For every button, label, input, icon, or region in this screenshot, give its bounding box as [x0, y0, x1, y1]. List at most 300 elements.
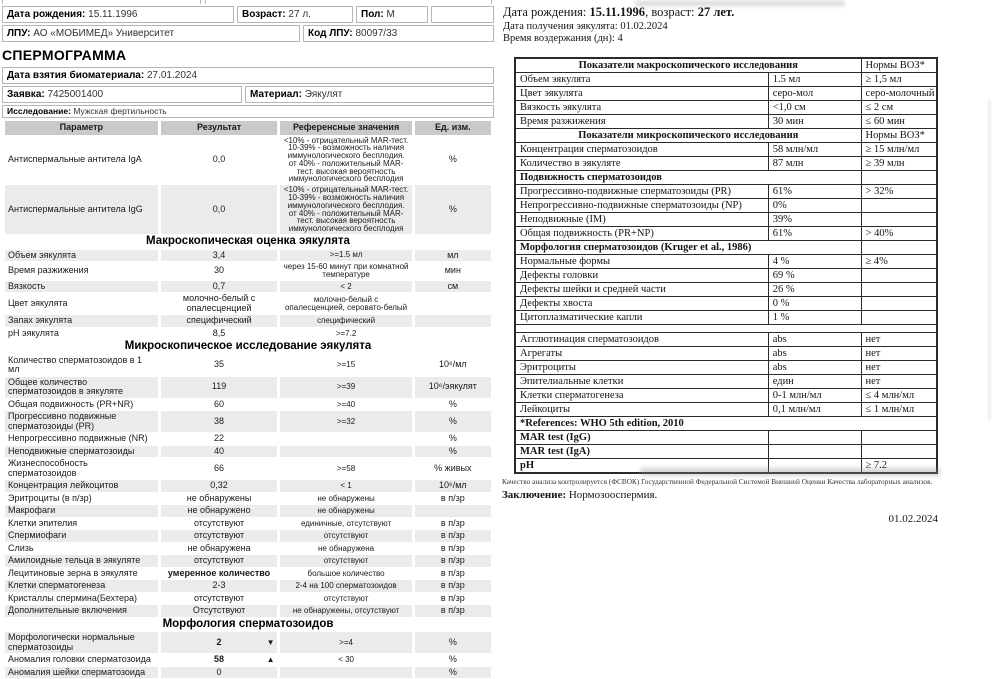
norm-cell [861, 199, 937, 213]
norm-cell: ≤ 2 см [861, 101, 937, 115]
column-header-reference: Референсные значения [280, 121, 411, 135]
study-row [2, 105, 494, 118]
reference-cell: >=15 [280, 355, 411, 376]
table-row [515, 185, 937, 199]
norm-cell: ≥ 15 млн/мл [861, 143, 937, 157]
norm-cell: ≥ 4% [861, 255, 937, 269]
sex-box [356, 6, 428, 23]
abstinence-line: Время воздержания (дн): 4 [503, 33, 623, 44]
result-cell [161, 458, 278, 479]
value-cell: 0 % [768, 297, 861, 311]
table-row [515, 199, 937, 213]
received-date-line: Дата получения эякулята: 01.02.2024 [503, 21, 668, 32]
right-birth-value: 15.11.1996 [589, 5, 646, 19]
param-cell: Прогрессивно-подвижные сперматозоиды (PR) [515, 185, 768, 199]
value-cell: 4 % [768, 255, 861, 269]
right-birth-line [503, 5, 1000, 20]
param-cell: Клетки сперматогенеза [515, 389, 768, 403]
unit-cell [415, 505, 491, 517]
result-value: не обнаружено [187, 505, 251, 516]
value-cell: abs [768, 333, 861, 347]
result-value: 40 [214, 445, 225, 456]
param-cell: Макрофаги [5, 505, 158, 517]
reference-cell: специфический [280, 315, 411, 327]
unit-cell: в п/зр [415, 493, 491, 505]
table-row [5, 505, 491, 517]
scan-edge-artifact [988, 100, 991, 420]
column-header-unit: Ед. изм. [415, 121, 491, 135]
table-row [515, 389, 937, 403]
request-box [2, 86, 242, 103]
table-row [515, 325, 937, 333]
table-row [515, 417, 937, 431]
param-cell: Аномалия головки сперматозоида [5, 654, 158, 666]
param-cell: Кристаллы спермина(Бехтера) [5, 593, 158, 605]
value-cell: 1 % [768, 311, 861, 325]
param-cell: Эпителиальные клетки [515, 375, 768, 389]
table-row [5, 355, 491, 376]
value-cell: abs [768, 361, 861, 375]
result-cell [161, 377, 278, 398]
param-cell: Нормальные формы [515, 255, 768, 269]
result-value: не обнаружены [186, 492, 252, 503]
norm-cell: нет [861, 333, 937, 347]
result-value: 66 [214, 462, 225, 473]
reference-cell [280, 446, 411, 458]
norm-cell [861, 431, 937, 445]
norm-header-cell: Нормы ВОЗ* [861, 58, 937, 73]
table-row [515, 375, 937, 389]
result-value: 2 [216, 636, 222, 647]
norm-header-cell: Нормы ВОЗ* [861, 129, 937, 143]
param-cell: pH эякулята [5, 328, 158, 340]
result-cell [161, 530, 278, 542]
cropped-top-row [2, 0, 494, 4]
table-row [5, 185, 491, 234]
param-cell: Слизь [5, 543, 158, 555]
param-cell: Общее количество сперматозоидов в эякуляте [5, 377, 158, 398]
age-label: Возраст: [242, 9, 286, 20]
norm-cell: ≤ 4 млн/мл [861, 389, 937, 403]
unit-cell: % [415, 446, 491, 458]
value-cell: abs [768, 347, 861, 361]
result-cell [161, 505, 278, 517]
norm-cell [861, 241, 937, 255]
reference-cell: отсутствуют [280, 530, 411, 542]
request-row [2, 86, 494, 103]
reference-cell: >=1.5 мл [280, 250, 411, 262]
norm-cell: серо-молочный [861, 87, 937, 101]
who-results-table [514, 57, 938, 474]
param-cell: Непрогрессивно-подвижные сперматозоиды (NP) [515, 199, 768, 213]
result-value: отсутствуют [193, 517, 245, 528]
param-cell: MAR test (IgA) [515, 445, 768, 459]
reference-cell: 2-4 на 100 сперматозоидов [280, 580, 411, 592]
redacted-letterhead [635, 1, 845, 6]
section-cell: Морфология сперматозоидов (Kruger et al., 1986) [515, 241, 861, 255]
result-cell [161, 654, 278, 666]
table-row [515, 129, 937, 143]
param-cell: Антиспермальные антитела IgA [5, 136, 158, 185]
table-row [5, 493, 491, 505]
result-value: 119 [211, 381, 227, 392]
param-cell: Концентрация сперматозоидов [515, 143, 768, 157]
reference-cell: <10% - отрицательный MAR-тест. 10-39% - возможность наличия иммунологического бесплодия. от 40% - положительный MAR-тест. высокая вероятность иммунологического бесплодия [280, 185, 411, 234]
unit-cell: в п/зр [415, 568, 491, 580]
table-row [515, 213, 937, 227]
reference-cell [280, 667, 411, 679]
norm-cell: ≥ 1,5 мл [861, 73, 937, 87]
value-cell: 0% [768, 199, 861, 213]
lpu-code-label: Код ЛПУ: [308, 28, 353, 39]
reference-cell: через 15-60 минут при комнатной температуре [280, 262, 411, 280]
result-cell [161, 493, 278, 505]
norm-cell [861, 311, 937, 325]
param-cell: Агглютинация сперматозоидов [515, 333, 768, 347]
value-cell [768, 431, 861, 445]
reference-cell: не обнаружена [280, 543, 411, 555]
result-value: Отсутствуют [192, 605, 246, 616]
param-cell: Клетки эпителия [5, 518, 158, 530]
result-cell [161, 543, 278, 555]
param-cell: Клетки сперматогенеза [5, 580, 158, 592]
age-value: 27 л. [288, 9, 311, 20]
biomaterial-row [2, 67, 494, 84]
reference-cell: >=32 [280, 411, 411, 432]
param-cell: pH [515, 459, 768, 474]
table-row [515, 227, 937, 241]
report-date: 01.02.2024 [888, 513, 938, 525]
table-row [5, 262, 491, 280]
table-row [5, 518, 491, 530]
reference-cell: >=39 [280, 377, 411, 398]
column-header-result: Результат [161, 121, 278, 135]
value-cell: 69 % [768, 269, 861, 283]
unit-cell: % [415, 632, 491, 653]
reference-cell: >=40 [280, 399, 411, 411]
section-header-row [5, 235, 491, 249]
param-cell: Неподвижные сперматозоиды [5, 446, 158, 458]
value-cell: 26 % [768, 283, 861, 297]
param-cell: Жизнеспособность сперматозоидов [5, 458, 158, 479]
table-row [5, 281, 491, 293]
param-cell: Дополнительные включения [5, 605, 158, 617]
unit-cell: % [415, 433, 491, 445]
table-row [5, 605, 491, 617]
result-value: 58 [214, 654, 225, 665]
param-cell: Агрегаты [515, 347, 768, 361]
reference-cell: единичные, отсутствуют [280, 518, 411, 530]
section-title: Микроскопическое исследование эякулята [5, 340, 491, 354]
param-cell: Неподвижные (IM) [515, 213, 768, 227]
value-cell: 1.5 мл [768, 73, 861, 87]
unit-cell: 10⁶/мл [415, 355, 491, 376]
biomaterial-box [2, 67, 494, 84]
birth-date-value: 15.11.1996 [88, 9, 138, 20]
below-norm-icon: ▼ [266, 637, 275, 647]
result-value: 22 [214, 433, 225, 444]
param-cell: Эритроциты (в п/зр) [5, 493, 158, 505]
result-value: 0,0 [212, 154, 226, 165]
table-row [5, 136, 491, 185]
table-row [5, 328, 491, 340]
norm-cell: ≤ 60 мин [861, 115, 937, 129]
result-cell [161, 250, 278, 262]
unit-cell: % [415, 654, 491, 666]
norm-cell: > 40% [861, 227, 937, 241]
unit-cell: в п/зр [415, 555, 491, 567]
lpu-value: АО «МОБИМЕД» Университет [33, 28, 175, 39]
param-cell: Количество в эякуляте [515, 157, 768, 171]
table-row [5, 458, 491, 479]
param-cell: Объем эякулята [515, 73, 768, 87]
result-cell [161, 185, 278, 234]
table-row [5, 315, 491, 327]
right-age-label: , возраст: [645, 5, 695, 19]
norm-cell: нет [861, 361, 937, 375]
unit-cell: % [415, 667, 491, 679]
unit-cell [415, 293, 491, 314]
unit-cell: 10⁶/эякулят [415, 377, 491, 398]
sex-label: Пол: [361, 9, 384, 20]
param-cell: Антиспермальные антитела IgG [5, 185, 158, 234]
result-cell [161, 355, 278, 376]
table-row [515, 115, 937, 129]
section-header-row [5, 618, 491, 632]
conclusion-value: Нормозооспермия. [568, 489, 658, 501]
unit-cell: в п/зр [415, 580, 491, 592]
unit-cell: в п/зр [415, 543, 491, 555]
table-row [515, 58, 937, 73]
result-value: 2-3 [212, 580, 226, 591]
table-row [515, 171, 937, 185]
norm-cell: > 32% [861, 185, 937, 199]
result-cell [161, 667, 278, 679]
result-cell [161, 281, 278, 293]
param-cell: Концентрация лейкоцитов [5, 480, 158, 492]
table-row [5, 399, 491, 411]
result-cell [161, 568, 278, 580]
param-cell: Количество сперматозоидов в 1 мл [5, 355, 158, 376]
right-table-body [515, 58, 937, 473]
reference-cell: не обнаружены, отсутствуют [280, 605, 411, 617]
result-value: специфический [186, 315, 252, 326]
conclusion-line [502, 489, 1000, 501]
result-value: не обнаружена [187, 542, 251, 553]
result-cell [161, 605, 278, 617]
param-cell: Дефекты головки [515, 269, 768, 283]
table-row [515, 283, 937, 297]
table-row [5, 250, 491, 262]
lpu-code-value: 80097/33 [355, 28, 398, 39]
reference-cell: < 30 [280, 654, 411, 666]
lpu-label: ЛПУ: [7, 28, 31, 39]
table-row [515, 73, 937, 87]
result-value: 60 [214, 398, 225, 409]
param-cell: Вязкость эякулята [515, 101, 768, 115]
table-row [5, 555, 491, 567]
section-cell: Подвижность сперматозоидов [515, 171, 861, 185]
table-row [5, 593, 491, 605]
reference-cell: >=58 [280, 458, 411, 479]
table-row [515, 445, 937, 459]
value-cell: 30 мин [768, 115, 861, 129]
value-cell: 39% [768, 213, 861, 227]
table-row [5, 543, 491, 555]
unit-cell: мл [415, 250, 491, 262]
table-row [515, 241, 937, 255]
result-value: 30 [214, 265, 225, 276]
table-row [5, 433, 491, 445]
table-row [515, 333, 937, 347]
spermogram-report-right [500, 0, 1000, 525]
param-cell: Цвет эякулята [515, 87, 768, 101]
result-cell [161, 262, 278, 280]
spacer-cell [515, 325, 937, 333]
section-title: Макроскопическая оценка эякулята [5, 235, 491, 249]
unit-cell: % [415, 411, 491, 432]
group-header-cell: Показатели микроскопического исследования [515, 129, 861, 143]
param-cell: Лейкоциты [515, 403, 768, 417]
spermogram-report-left [2, 0, 494, 679]
norm-cell: ≥ 39 млн [861, 157, 937, 171]
empty-box [431, 6, 494, 23]
unit-cell: 10⁶/мл [415, 480, 491, 492]
unit-cell [415, 328, 491, 340]
param-cell: Запах эякулята [5, 315, 158, 327]
norm-cell [861, 171, 937, 185]
param-cell: Дефекты хвоста [515, 297, 768, 311]
result-cell [161, 480, 278, 492]
norm-cell [861, 213, 937, 227]
value-cell: 58 млн/мл [768, 143, 861, 157]
result-value: молочно-белый с опалесценцией [182, 293, 256, 313]
reference-cell: отсутствуют [280, 555, 411, 567]
value-cell: <1,0 см [768, 101, 861, 115]
material-value: Эякулят [304, 89, 343, 100]
param-cell: Морфологически нормальные сперматозоиды [5, 632, 158, 653]
result-cell [161, 580, 278, 592]
section-title: Морфология сперматозоидов [5, 618, 491, 632]
norm-cell: нет [861, 347, 937, 361]
param-cell: Цвет эякулята [5, 293, 158, 314]
param-cell: Дефекты шейки и средней части [515, 283, 768, 297]
param-cell: Время разжижения [515, 115, 768, 129]
norm-cell [861, 269, 937, 283]
facility-info-row [2, 25, 494, 42]
lpu-code-box [303, 25, 494, 42]
reference-cell: >=7.2 [280, 328, 411, 340]
above-norm-icon: ▲ [266, 655, 275, 665]
table-row [515, 143, 937, 157]
signature-blur [640, 468, 940, 476]
table-row [5, 632, 491, 653]
result-value: 0,0 [212, 203, 226, 214]
table-row [515, 157, 937, 171]
unit-cell: в п/зр [415, 518, 491, 530]
table-row [515, 255, 937, 269]
value-cell: 61% [768, 185, 861, 199]
unit-cell: в п/зр [415, 530, 491, 542]
right-age-value: 27 лет. [697, 5, 735, 19]
left-table-body [5, 136, 491, 679]
age-box [237, 6, 353, 23]
patient-info-row [2, 6, 494, 23]
table-row [515, 431, 937, 445]
result-value: 0,7 [212, 280, 226, 291]
table-row [515, 101, 937, 115]
unit-cell: в п/зр [415, 605, 491, 617]
result-value: 3,4 [212, 249, 226, 260]
reference-cell: >=4 [280, 632, 411, 653]
table-row [5, 293, 491, 314]
result-value: 8,5 [212, 327, 226, 338]
table-row [5, 377, 491, 398]
study-value: Мужская фертильность [73, 106, 167, 116]
table-row [515, 269, 937, 283]
study-box [2, 105, 494, 118]
param-cell: Вязкость [5, 281, 158, 293]
table-row [515, 297, 937, 311]
reference-cell: не обнаружены [280, 505, 411, 517]
material-box [245, 86, 494, 103]
table-row [515, 311, 937, 325]
results-table [2, 120, 494, 679]
right-birth-label: Дата рождения: [503, 5, 587, 19]
unit-cell [415, 315, 491, 327]
report-title: СПЕРМОГРАММА [2, 47, 127, 63]
unit-cell: % [415, 185, 491, 234]
param-cell: MAR test (IgG) [515, 431, 768, 445]
norm-cell: нет [861, 375, 937, 389]
result-value: 35 [214, 359, 225, 370]
result-cell [161, 433, 278, 445]
result-cell [161, 518, 278, 530]
result-cell [161, 446, 278, 458]
param-cell: Эритроциты [515, 361, 768, 375]
param-cell: Лецитиновые зерна в эякуляте [5, 568, 158, 580]
material-label: Материал: [250, 89, 302, 100]
biomaterial-label: Дата взятия биоматериала: [7, 70, 145, 81]
result-value: отсутствуют [193, 555, 245, 566]
value-cell: 0,1 млн/мл [768, 403, 861, 417]
result-value: отсутствуют [193, 592, 245, 603]
param-cell: Аномалия шейки сперматозоида [5, 667, 158, 679]
table-row [5, 411, 491, 432]
reference-cell: большое количество [280, 568, 411, 580]
result-cell [161, 632, 278, 653]
param-cell: Прогрессивно подвижные сперматозоиды (PR) [5, 411, 158, 432]
table-row [515, 361, 937, 375]
result-cell [161, 555, 278, 567]
table-row [515, 87, 937, 101]
table-row [5, 480, 491, 492]
unit-cell: см [415, 281, 491, 293]
norm-cell: ≤ 1 млн/мл [861, 403, 937, 417]
section-header-row [5, 340, 491, 354]
unit-cell: мин [415, 262, 491, 280]
table-row [5, 654, 491, 666]
norm-cell [861, 283, 937, 297]
value-cell: един [768, 375, 861, 389]
unit-cell: % [415, 136, 491, 185]
result-value: умеренное количество [167, 567, 271, 578]
param-cell: Объем эякулята [5, 250, 158, 262]
table-row [515, 347, 937, 361]
value-cell [768, 445, 861, 459]
conclusion-label: Заключение: [502, 489, 567, 501]
table-row [5, 580, 491, 592]
